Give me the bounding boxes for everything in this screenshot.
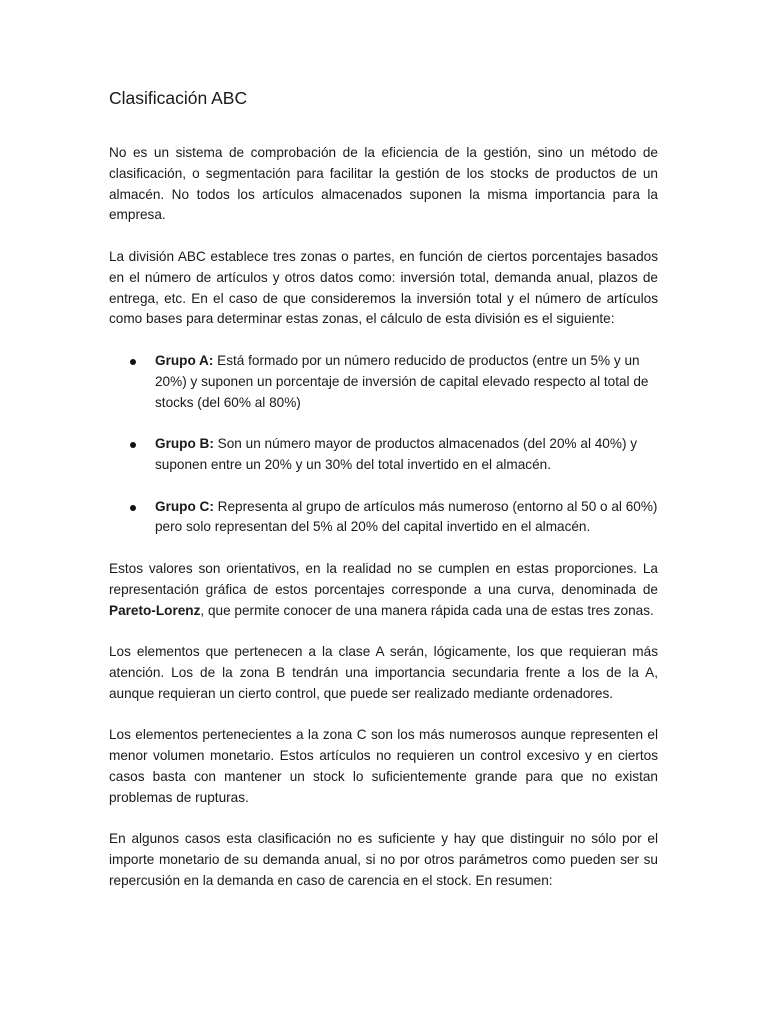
group-label: Grupo A: [155,352,214,368]
paragraph-pareto-text-a: Estos valores son orientativos, en la realidad no se cumplen en estas proporciones. La representación gráfica de estos porcentajes corresponde a una curva, denominada de [109,560,658,597]
paragraph-summary: En algunos casos esta clasificación no es suficiente y hay que distinguir no sólo por el importe monetario de su demanda anual, si no por otros parámetros como pueden ser su repercusión en la demanda en caso de carencia en el stock. En resumen: [109,831,658,888]
paragraph-intro: No es un sistema de comprobación de la eficiencia de la gestión, sino un método de clasificación, o segmentación para facilitar la gestión de los stocks de productos de un almacén. No todos los artículos almacenados suponen la misma importancia para la empresa. [109,145,658,223]
group-label: Grupo C: [155,498,214,514]
paragraph-pareto-text-b: , que permite conocer de una manera rápida cada una de estas tres zonas. [200,602,654,618]
paragraph-abc-division: La división ABC establece tres zonas o partes, en función de ciertos porcentajes basados en el número de artículos y otros datos como: inversión total, demanda anual, plazos de entrega, etc. En el caso de que consideremos la inversión total y el número de artículos como bases para determinar estas zonas, el cálculo de esta división es el siguiente: [109,248,658,327]
page-title: Clasificación ABC [109,88,248,108]
paragraph-zone-c: Los elementos pertenecientes a la zona C son los más numerosos aunque representen el menor volumen monetario. Estos artículos no requieren un control excesivo y en ciertos casos basta con mantener un stock lo suficientemente grande para que no existan problemas de rupturas. [109,727,658,805]
bullet-icon [130,442,136,448]
bullet-icon [130,359,136,365]
group-text: Está formado por un número reducido de productos (entre un 5% y un 20%) y suponen un porcentaje de inversión de capital elevado respecto al total de stocks (del 60% al 80%) [155,352,649,410]
group-text: Son un número mayor de productos almacenados (del 20% al 40%) y suponen entre un 20% y un 30% del total invertido en el almacén. [155,436,638,472]
group-label: Grupo B: [155,436,214,452]
group-text: Representa al grupo de artículos más numeroso (entorno al 50 o al 60%) pero solo representan del 5% al 20% del capital invertido en el almacén. [155,498,658,535]
list-item-group-c [109,497,658,539]
group-list [109,351,658,538]
list-item-group-b [109,434,658,476]
bullet-icon [130,505,136,511]
document-body [109,86,658,912]
pareto-lorenz-term: Pareto-Lorenz [109,602,201,618]
paragraph-pareto [109,559,658,621]
list-item-group-a [109,351,658,413]
paragraph-class-a-b: Los elementos que pertenecen a la clase A serán, lógicamente, los que requieran más atención. Los de la zona B tendrán una importancia secundaria frente a los de la A, aunque requieran un cierto control, que puede ser realizado mediante ordenadores. [109,644,658,701]
